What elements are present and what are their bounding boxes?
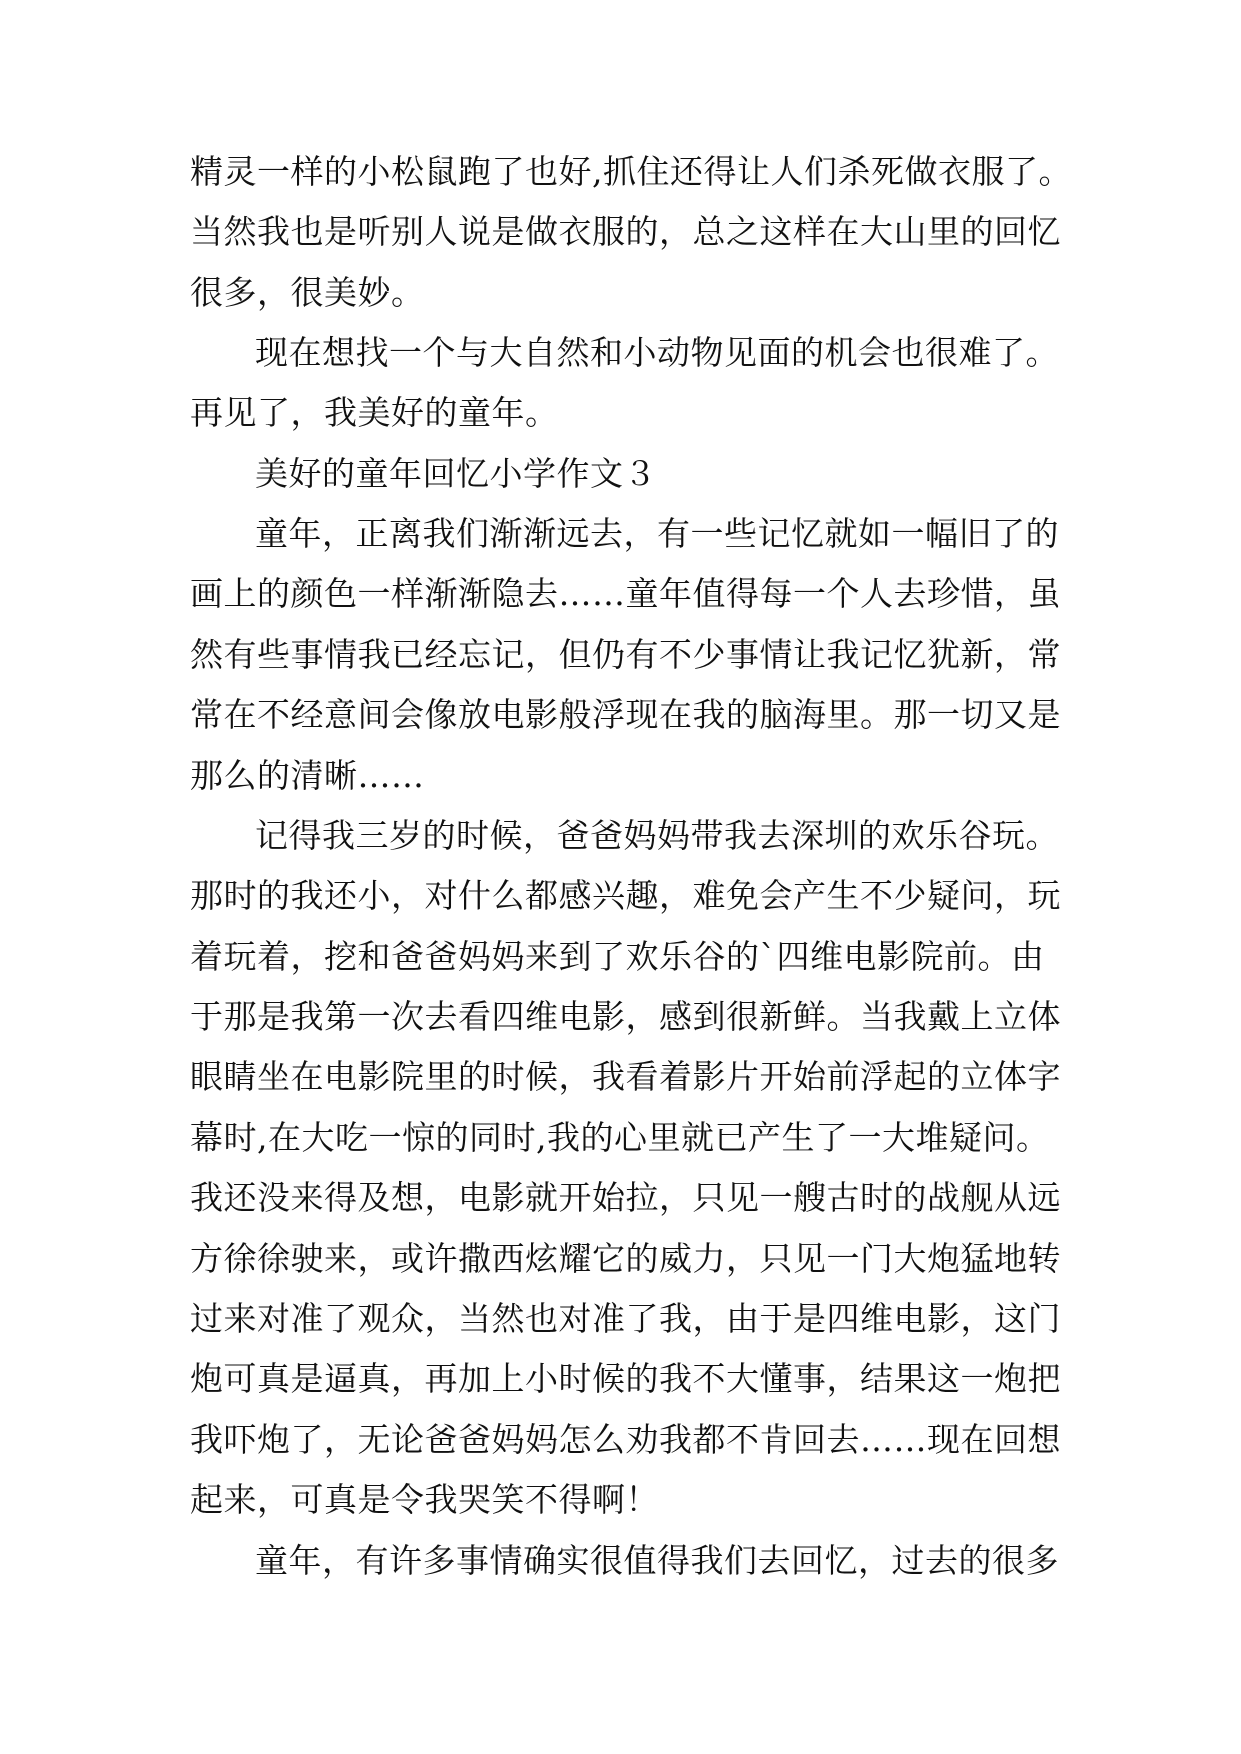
paragraph-start: 童年，有许多事情确实很值得我们去回忆，过去的很多 (255, 1541, 1059, 1580)
text-line: 常在不经意间会像放电影般浮现在我的脑海里。那一切又是 (190, 695, 1061, 734)
paragraph-start: 童年，正离我们渐渐远去，有一些记忆就如一幅旧了的 (255, 514, 1059, 553)
paragraph-start: 记得我三岁的时候，爸爸妈妈带我去深圳的欢乐谷玩。 (255, 816, 1059, 855)
paragraph-start: 现在想找一个与大自然和小动物见面的机会也很难了。 (255, 333, 1059, 372)
text-line: 炮可真是逼真，再加上小时候的我不大懂事，结果这一炮把 (190, 1359, 1061, 1398)
text-line: 着玩着，挖和爸爸妈妈来到了欢乐谷的`四维电影院前。由 (190, 937, 1045, 976)
text-line: 我吓炮了，无论爸爸妈妈怎么劝我都不肯回去……现在回想 (190, 1420, 1061, 1459)
text-line: 幕时,在大吃一惊的同时,我的心里就已产生了一大堆疑问。 (190, 1118, 1050, 1157)
text-line: 我还没来得及想，电影就开始拉，只见一艘古时的战舰从远 (190, 1178, 1061, 1217)
text-line: 很多，很美妙。 (190, 273, 425, 312)
text-line: 过来对准了观众，当然也对准了我，由于是四维电影，这门 (190, 1299, 1061, 1338)
text-line: 精灵一样的小松鼠跑了也好,抓住还得让人们杀死做衣服了。 (190, 152, 1072, 191)
section-heading: 美好的童年回忆小学作文３ (255, 454, 657, 493)
text-line: 于那是我第一次去看四维电影，感到很新鲜。当我戴上立体 (190, 997, 1061, 1036)
text-line: 方徐徐驶来，或许撒西炫耀它的威力，只见一门大炮猛地转 (190, 1239, 1061, 1278)
text-line: 那时的我还小，对什么都感兴趣，难免会产生不少疑问，玩 (190, 876, 1061, 915)
text-line: 当然我也是听别人说是做衣服的，总之这样在大山里的回忆 (190, 212, 1061, 251)
text-line: 眼睛坐在电影院里的时候，我看着影片开始前浮起的立体字 (190, 1057, 1061, 1096)
text-line: 起来，可真是令我哭笑不得啊！ (190, 1480, 659, 1519)
text-line: 画上的颜色一样渐渐隐去……童年值得每一个人去珍惜，虽 (190, 574, 1061, 613)
text-line: 那么的清晰…… (190, 756, 425, 795)
text-line: 再见了，我美好的童年。 (190, 393, 559, 432)
text-line: 然有些事情我已经忘记，但仍有不少事情让我记忆犹新，常 (190, 635, 1061, 674)
